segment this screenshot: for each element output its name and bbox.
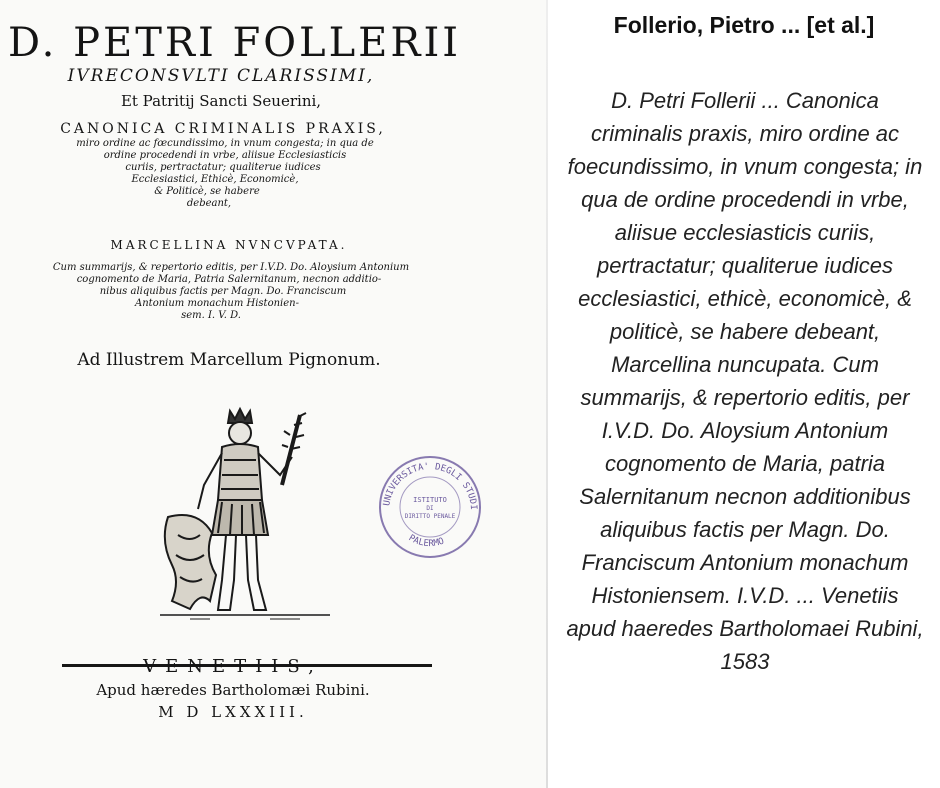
woodcut-figure-image [150, 405, 340, 635]
stamp-outer-text: UNIVERSITA' DEGLI STUDI [382, 461, 479, 511]
stamp-line-3: DIRITTO PENALE [404, 513, 456, 520]
title-page-line: Ecclesiastici, Ethicè, Economicè, [131, 174, 299, 185]
title-page-line: & Politicè, se habere [154, 186, 260, 197]
title-page-cum-line: Antonium monachum Histonien- [135, 298, 299, 309]
title-page-year: M D LXXXIII. [158, 703, 308, 721]
title-page-subtitle-2: Et Patritij Sancti Seuerini, [120, 92, 322, 110]
scan-edge-divider [546, 0, 548, 788]
stamp-city: PALERMO [406, 533, 446, 550]
title-page-line: debeant, [186, 198, 232, 209]
title-page-marcellina: MARCELLINA NVNCVPATA. [110, 238, 348, 252]
title-page-printer: Apud hæredes Bartholomæi Rubini. [96, 681, 370, 699]
stamp-line-1: ISTITUTO [413, 496, 447, 504]
title-page-main-title: CANONICA CRIMINALIS PRAXIS, [60, 121, 386, 137]
library-stamp-image [375, 452, 485, 562]
title-page-place: VENETIIS, [143, 656, 323, 677]
title-page-subtitle: IVRECONSVLTI CLARISSIMI, [67, 66, 375, 86]
title-page-line: ordine procedendi in vrbe, aliisue Ecclesiasticis [103, 150, 347, 161]
catalog-description: D. Petri Follerii ... Canonica criminalis praxis, miro ordine ac foecundissimo, in vnum congesta; in qua de ordine procedendi in vrbe, aliisue ecclesiasticis curiis, pertractatur; qualiterue iudices ecclesiastici, ethicè, economicè, & politicè, se habere debeant, Marcellina nuncupata. Cum summarijs, & repertorio editis, per I.V.D. Do. Aloysium Antonium cognomento de Maria, patria Salernitanum necnon additionibus aliquibus factis per Magn. Do. Franciscum Antonium monachum Histoniensem. I.V.D. ... Venetiis apud haeredes Bartholomaei Rubini, 1583 [566, 88, 924, 674]
title-page-cum-line: sem. I. V. D. [181, 310, 241, 321]
title-page-cum-line: cognomento de Maria, Patria Salernitanum, necnon additio- [76, 274, 382, 285]
title-page-cum-line: Cum summarijs, & repertorio editis, per I.V.D. Do. Aloysium Antonium [52, 262, 410, 273]
title-page-cum-line: nibus aliquibus factis per Magn. Do. Franciscum [99, 286, 347, 297]
title-page-title: D. PETRI FOLLERII [8, 20, 462, 66]
title-page-line: curiis, pertractatur; qualiterue iudices [125, 162, 321, 173]
title-page-line: miro ordine ac fœcundissimo, in vnum congesta; in qua de [76, 138, 374, 149]
catalog-author: Follerio, Pietro ... [et al.] [613, 12, 875, 38]
title-page-dedication: Ad Illustrem Marcellum Pignonum. [77, 350, 381, 370]
stamp-line-2: DI [426, 505, 434, 512]
